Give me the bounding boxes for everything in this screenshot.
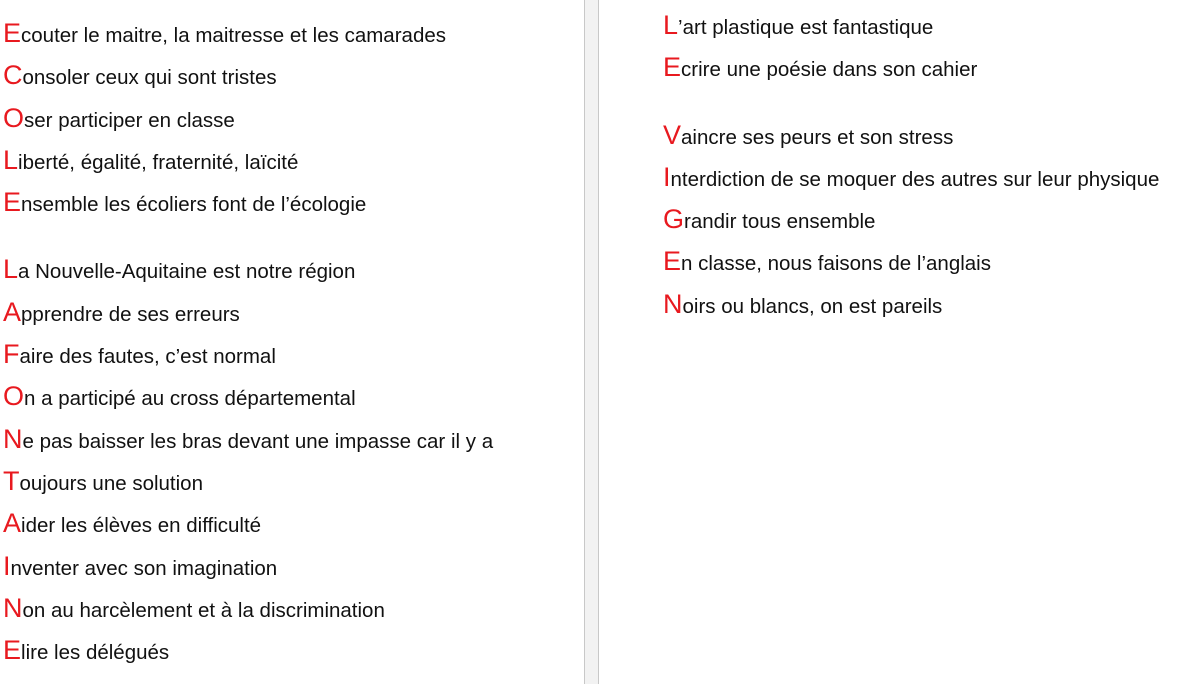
acrostic-initial: E [3,18,22,48]
acrostic-text: pprendre de ses erreurs [21,302,240,326]
acrostic-line [3,54,583,96]
acrostic-text: n classe, nous faisons de l’anglais [681,252,991,276]
acrostic-line [3,333,583,375]
stanza-gap [3,223,583,248]
acrostic-initial: V [663,119,682,150]
acrostic-line [3,502,583,544]
stanza-gap [663,89,1203,114]
acrostic-initial: T [3,465,20,496]
acrostic-line [663,198,1203,240]
acrostic-initial: E [663,246,682,277]
acrostic-text: nventer avec son imagination [10,556,278,580]
acrostic-line [663,114,1203,156]
acrostic-line [663,46,1203,88]
acrostic-initial: I [663,161,671,192]
acrostic-line [3,97,583,139]
acrostic-text: lire les délégués [21,641,170,665]
acrostic-text: n a participé au cross départemental [24,387,356,411]
acrostic-line [3,181,583,223]
acrostic-line [663,4,1203,46]
acrostic-initial: I [3,550,11,581]
acrostic-initial: N [3,423,23,454]
left-column [3,12,583,671]
acrostic-initial: G [663,204,685,235]
acrostic-text: randir tous ensemble [684,210,876,234]
acrostic-initial: E [663,52,682,83]
acrostic-text: nterdiction de se moquer des autres sur leur physique [670,167,1160,191]
acrostic-text: oujours une solution [19,471,203,495]
acrostic-initial: L [3,254,19,285]
acrostic-text: oirs ou blancs, on est pareils [682,294,943,318]
right-column [663,4,1203,325]
acrostic-initial: L [663,10,679,40]
acrostic-line [3,248,583,290]
acrostic-line [3,587,583,629]
acrostic-line [663,283,1203,325]
acrostic-line [3,629,583,671]
acrostic-text: nsemble les écoliers font de l’écologie [21,193,367,217]
acrostic-initial: C [3,60,23,91]
acrostic-initial: O [3,381,25,412]
acrostic-line [663,240,1203,282]
acrostic-text: iberté, égalité, fraternité, laïcité [18,150,299,174]
acrostic-initial: A [3,296,22,327]
acrostic-text: ’art plastique est fantastique [678,16,934,39]
acrostic-initial: N [3,592,23,623]
acrostic-initial: L [3,144,19,175]
acrostic-text: on au harcèlement et à la discrimination [22,598,385,622]
acrostic-text: crire une poésie dans son cahier [681,58,978,82]
acrostic-text: onsoler ceux qui sont tristes [22,66,277,90]
acrostic-text: ider les élèves en difficulté [21,514,262,538]
acrostic-initial: A [3,508,22,539]
acrostic-initial: F [3,339,20,370]
acrostic-initial: E [3,635,22,666]
page-divider [584,0,599,684]
acrostic-initial: N [663,288,683,319]
acrostic-line [3,545,583,587]
acrostic-line [3,375,583,417]
acrostic-line [3,291,583,333]
acrostic-line [3,139,583,181]
acrostic-text: aire des fautes, c’est normal [19,345,276,369]
acrostic-line [3,418,583,460]
acrostic-text: a Nouvelle-Aquitaine est notre région [18,260,356,284]
acrostic-text: couter le maitre, la maitresse et les camarades [21,24,446,47]
acrostic-initial: O [3,102,25,133]
acrostic-text: aincre ses peurs et son stress [681,125,954,149]
acrostic-initial: E [3,187,22,218]
acrostic-text: ser participer en classe [24,108,235,132]
acrostic-line [3,460,583,502]
acrostic-text: e pas baisser les bras devant une impasse car il y a [22,429,494,453]
acrostic-line [663,156,1203,198]
acrostic-line [3,12,583,54]
